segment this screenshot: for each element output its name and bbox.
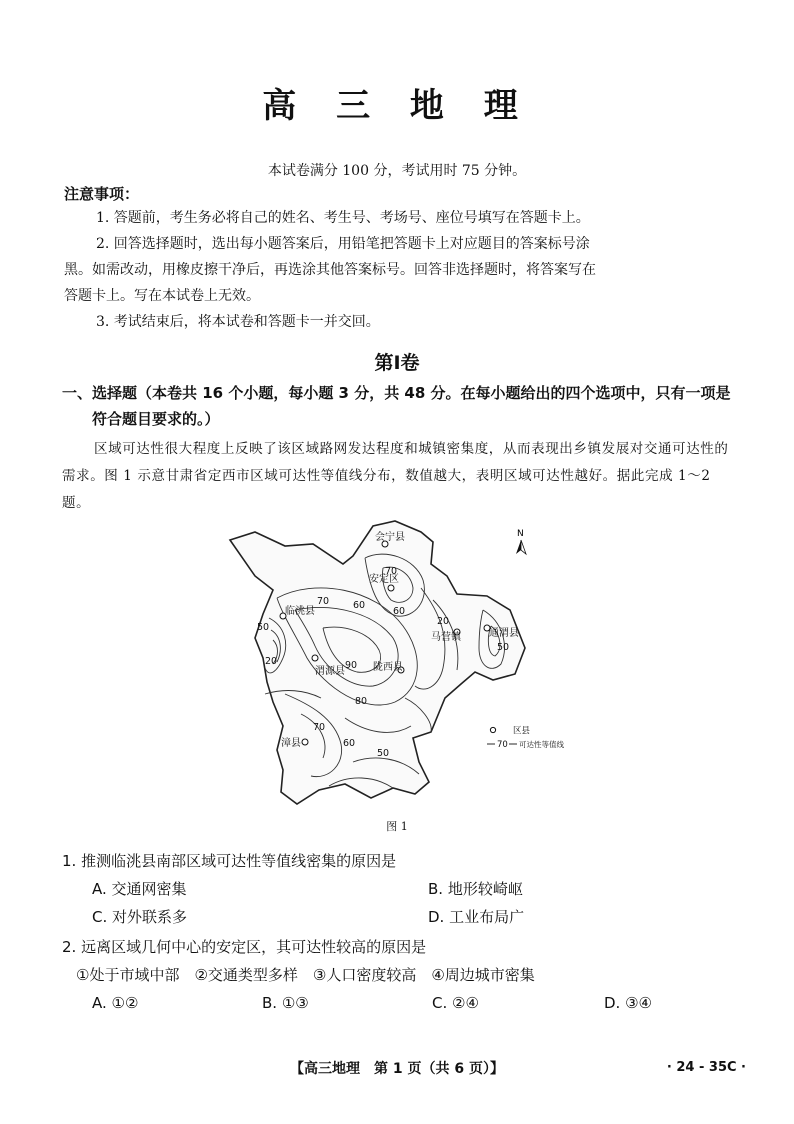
contour-value: 70 (317, 596, 330, 607)
section-title: 第Ⅰ卷 (374, 352, 420, 374)
contour-value: 50 (497, 642, 510, 653)
contour-value: 60 (353, 600, 366, 611)
contour-value: 90 (345, 660, 358, 671)
contour-value: 80 (355, 696, 368, 707)
place-label: 马营镇 (431, 632, 461, 643)
legend (487, 726, 564, 750)
contour-value: 20 (265, 656, 278, 667)
question-2-option-c[interactable]: C. ②④ (432, 994, 479, 1012)
place-label: 临洮县 (285, 606, 315, 617)
contour-value: 50 (257, 622, 270, 633)
contour-value: 70 (385, 566, 398, 577)
question-2-option-d[interactable]: D. ③④ (604, 994, 652, 1012)
question-2-stem: 2. 远离区域几何中心的安定区，其可达性较高的原因是 (62, 938, 427, 956)
figure-caption: 图 1 (386, 820, 408, 833)
page-footer: 【高三地理 第 1 页（共 6 页）】 (290, 1061, 504, 1077)
question-2-option-b[interactable]: B. ①③ (262, 994, 309, 1012)
question-intro: 区域可达性很大程度上反映了该区域路网发达程度和城镇密集度，从而表现出乡镇发展对交通可达性的需求。图 1 示意甘肃省定西市区域可达性等值线分布，数值越大，表明区域可达性越好。据此完成 1～2 题。 (62, 441, 729, 511)
paper-code: · 24 - 35C · (666, 1060, 746, 1075)
page-title: 高 三 地 理 (262, 86, 532, 126)
county-point (312, 655, 318, 661)
contour-value: 60 (343, 738, 356, 749)
notice-item-1: 1. 答题前，考生务必将自己的姓名、考生号、考场号、座位号填写在答题卡上。 (96, 210, 590, 226)
notice-item-2: 2. 回答选择题时，选出每小题答案后，用铅笔把答题卡上对应题目的答案标号涂 (96, 236, 590, 252)
section-heading-line2: 符合题目要求的。） (92, 410, 220, 428)
question-1-option-b[interactable]: B. 地形较崎岖 (428, 880, 523, 898)
place-label: 陇西县 (373, 662, 403, 673)
question-1-option-c[interactable]: C. 对外联系多 (92, 908, 188, 926)
contour-value: 20 (437, 616, 450, 627)
legend-contour-value: 70 (497, 740, 508, 750)
section-heading (62, 380, 732, 432)
question-2-option-a[interactable]: A. ①② (92, 994, 139, 1012)
exam-info: 本试卷满分 100 分，考试用时 75 分钟。 (267, 163, 527, 179)
place-label: 漳县 (281, 738, 301, 749)
notice-title: 注意事项： (64, 185, 140, 203)
notice-item-2-cont2: 答题卡上。写在本试卷上无效。 (64, 288, 260, 304)
place-label: 会宁县 (375, 532, 405, 543)
place-label: 安定区 (369, 574, 399, 585)
question-1-option-a[interactable]: A. 交通网密集 (92, 880, 187, 898)
county-point (388, 585, 394, 591)
north-arrow-icon (516, 529, 526, 554)
place-label: 渭源县 (315, 666, 345, 677)
contour-map (225, 518, 595, 808)
svg-text:N: N (517, 529, 524, 539)
contour-value: 50 (377, 748, 390, 759)
contour-value: 70 (313, 722, 326, 733)
notice-item-2-cont: 黑。如需改动，用橡皮擦干净后，再选涂其他答案标号。回答非选择题时，将答案写在 (64, 262, 596, 278)
section-heading-line1: 一、选择题（本卷共 16 个小题，每小题 3 分，共 48 分。在每小题给出的四个选项中，只有一项是 (62, 384, 731, 402)
contour-value: 60 (393, 606, 406, 617)
legend-contour-label: 可达性等值线 (519, 740, 564, 749)
question-1-option-d[interactable]: D. 工业布局广 (428, 908, 525, 926)
notice-item-3: 3. 考试结束后，将本试卷和答题卡一并交回。 (96, 314, 380, 330)
place-label: 通渭县 (489, 628, 519, 639)
county-point (302, 739, 308, 745)
question-1-stem: 1. 推测临洮县南部区域可达性等值线密集的原因是 (62, 852, 397, 870)
legend-county-label: 区县 (513, 726, 531, 736)
question-2-items: ①处于市域中部 ②交通类型多样 ③人口密度较高 ④周边城市密集 (76, 966, 535, 984)
